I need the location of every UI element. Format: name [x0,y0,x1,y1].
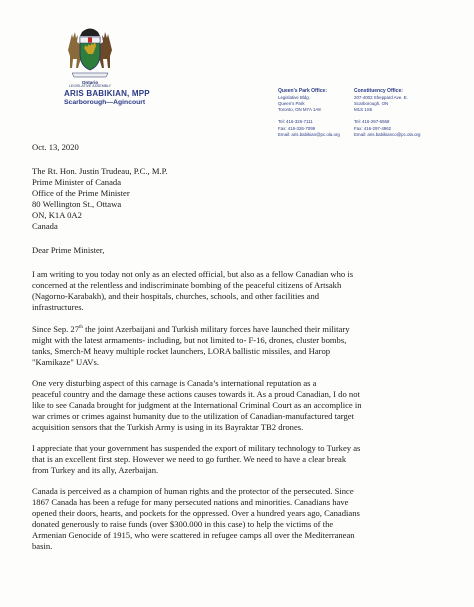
queens-park-office [278,88,340,138]
text-line: that is an excellent first step. However we need to go further. We need to have a clear break [32,454,347,465]
text-line: basin. [32,541,53,552]
text-line: (Nagorno-Karabakh), and their hospitals, churches, schools, and other facilities and [32,291,320,302]
text-line: from Turkey and its ally, Azerbaijan. [32,465,159,476]
office-line: Queen’s Park [278,101,305,107]
paragraph-5 [32,486,458,553]
text-line: concerned at the relentless and indiscriminate bombing of the peaceful citizens of Artsakh [32,280,342,291]
constituency-office [354,88,420,138]
office-line: Toronto, ON M7A 1A8 [278,107,321,113]
paragraph-4 [32,443,458,476]
text-line: might with the latest armaments- including, but not limited to- F-16, drones, cluster bombs, [32,335,347,346]
mpp-riding: Scarborough—Agincourt [64,99,146,106]
address-line: Office of the Prime Minister [32,188,130,199]
text-line: I am writing to you today not only as an elected official, but also as a fellow Canadian who is [32,269,354,279]
recipient-address [32,166,168,233]
address-line: ON, K1A 0A2 [32,210,82,221]
text-line: like to see Canada brought for judgment at the International Criminal Court as an accomplice in [32,400,362,411]
crest-caption-ontario: Ontario [81,80,99,85]
text-line: war crimes or crimes against humanity due to the utilization of Canadian-manufactured target [32,411,354,422]
office-line: M1S 1S6 [354,107,373,113]
text-line: One very disturbing aspect of this carnage is Canada’s international reputation as a [32,378,317,388]
address-line: The Rt. Hon. Justin Trudeau, P.C., M.P. [32,166,168,176]
ordinal-suffix: th [79,325,83,331]
office-line: Scarborough, ON [354,101,389,107]
text-line: "Kamikaze" UAVs. [32,357,99,368]
text-line: acquisition sensors that the Turkish Army is using in its Bayraktar TB2 drones. [32,422,304,433]
address-line: 80 Wellington St., Ottawa [32,199,122,210]
mpp-block [64,89,150,106]
constituency-header: Constituency Office: [354,88,403,94]
text-line: donated generously to raise funds (over $300.000 in this case) to help the victims of the [32,519,334,530]
office-email[interactable]: Email: aris.babikianco@pc.ola.org [354,131,421,137]
office-line: Fax: 416-297-4962 [354,125,392,131]
office-line: Tel: 416-326-7111 [278,119,313,125]
letter-date: Oct. 13, 2020 [32,142,79,152]
text-line: 1867 Canada has been a refuge for many persecuted nations and minorities. Canadians have [32,497,349,508]
text-line: Armenian Genocide of 1915, who were scattered in refugee camps all over the Mediterranean [32,530,355,541]
queens-park-header: Queen’s Park Office: [278,88,327,94]
ontario-coat-of-arms-icon [62,22,118,82]
paragraph-2 [32,324,458,368]
text-line: tanks, Smerch-M heavy multiple rocket launchers, LORA ballistic missiles, and Harop [32,346,331,357]
text-line: opened their doors, hearts, and pockets for the oppressed. Over a hundred years ago, Canadians [32,508,360,519]
paragraph-3 [32,378,458,433]
text-line: peaceful country and the damage these actions causes towards it. As a proud Canadian, I do not [32,389,360,400]
office-line: Legislative Bldg. [278,95,310,101]
office-line: 207-4002 Sheppard Ave. E. [354,95,408,101]
text-line [32,324,458,335]
text-fragment: Since Sep. 27 [32,324,80,334]
text-line: Canada is perceived as a champion of human rights and the protector of the persecuted. Since [32,486,354,496]
office-email[interactable]: Email: aris.babikian@pc.ola.org [278,131,340,137]
text-fragment: the joint Azerbaijani and Turkish military forces have launched their military [82,324,350,334]
crest-caption-assembly: LEGISLATIVE ASSEMBLY [68,84,112,89]
address-line: Canada [32,221,58,232]
paragraph-1 [32,269,458,313]
mpp-name: ARIS BABIKIAN, MPP [64,89,150,98]
office-line: Fax: 416-326-7099 [278,125,316,131]
text-line: infrastructures. [32,302,84,313]
address-line: Prime Minister of Canada [32,177,122,188]
office-line: Tel: 416-297-6568 [354,119,390,125]
text-line: I appreciate that your government has suspended the export of military technology to Turkey as [32,443,361,453]
salutation: Dear Prime Minister, [32,245,105,255]
